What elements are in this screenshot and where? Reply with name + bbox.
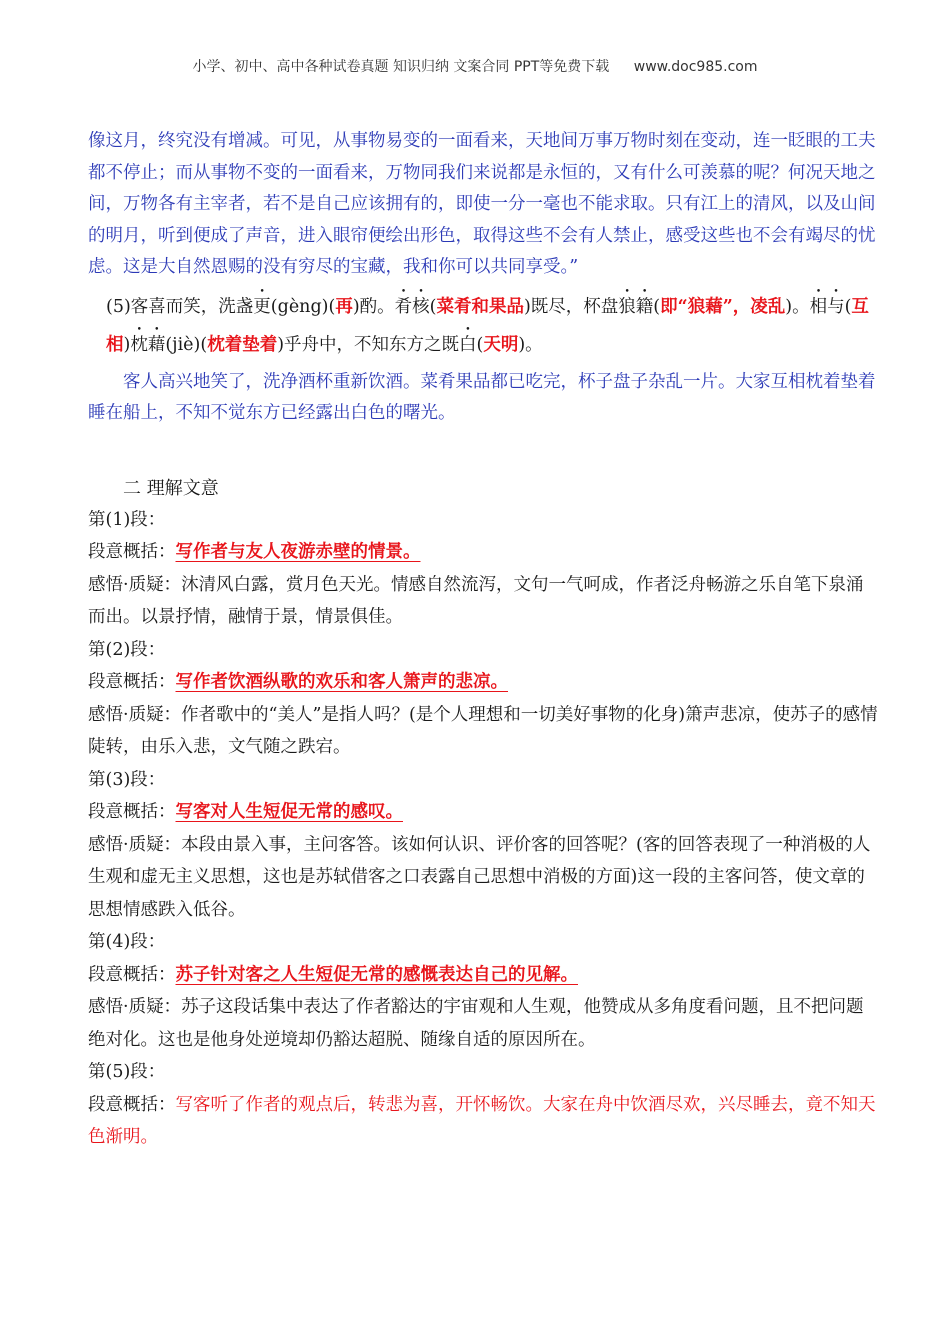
para-summary-row xyxy=(88,666,878,699)
p5-text: ( xyxy=(429,296,437,317)
p5-text: (gèng)( xyxy=(270,296,336,317)
p5-word-yaohe: 肴核 xyxy=(394,296,430,317)
summary-label: 段意概括： xyxy=(88,1094,176,1115)
p5-text: )。 xyxy=(518,334,543,355)
reflection-label: 感悟·质疑： xyxy=(88,704,182,725)
para-summary: 写作者与友人夜游赤壁的情景。 xyxy=(175,542,421,562)
p5-gloss-xiangyu: 互相 xyxy=(106,296,869,355)
para-summary: 写作者饮酒纵歌的欢乐和客人箫声的悲凉。 xyxy=(175,672,508,692)
p5-word-langji: 狼籍 xyxy=(618,296,654,317)
p5-gloss-zhenji: 枕着垫着 xyxy=(207,334,278,355)
para-reflection-row xyxy=(88,829,878,927)
summary-label: 段意概括： xyxy=(88,542,176,562)
p5-gloss-bai: 天明 xyxy=(483,334,519,355)
section-title: 二 理解文意 xyxy=(123,477,219,499)
p5-text: )乎舟中，不知东方之既 xyxy=(277,334,460,355)
para-reflection: 苏子这段话集中表达了作者豁达的宇宙观和人生观，他赞成从多角度看问题，且不把问题绝对化。这也是他身处逆境却仍豁达超脱、随缘自适的原因所在。 xyxy=(88,997,864,1050)
para-heading: 第(2)段： xyxy=(88,639,166,660)
summary-label: 段意概括： xyxy=(88,802,176,822)
p5-word-xiangyu: 相与 xyxy=(809,296,845,317)
para-reflection: 作者歌中的“美人”是指人吗？(是个人理想和一切美好事物的化身)箫声悲凉，使苏子的感情陡转，由乐入悲，文气随之跌宕。 xyxy=(88,704,878,757)
reflection-label: 感悟·质疑： xyxy=(88,997,182,1017)
p5-word-zhenji: 枕藉 xyxy=(130,334,166,355)
p5-original-text xyxy=(88,287,878,363)
para-summary: 写客听了作者的观点后，转悲为喜，开怀畅饮。大家在舟中饮酒尽欢，兴尽睡去，竟不知天色渐明。 xyxy=(88,1094,876,1147)
para-summary: 写客对人生短促无常的感叹。 xyxy=(175,802,403,822)
p5-text: ( xyxy=(476,334,484,355)
document-body xyxy=(88,126,878,1154)
para-heading: 第(1)段： xyxy=(88,509,166,530)
para-reflection-row xyxy=(88,991,878,1056)
reflection-label: 感悟·质疑： xyxy=(88,834,182,855)
p5-gloss-geng: 再 xyxy=(335,296,353,317)
summary-label: 段意概括： xyxy=(88,672,176,692)
para-heading: 第(5)段： xyxy=(88,1062,166,1082)
para-reflection-row xyxy=(88,699,878,764)
para-summary-row xyxy=(88,536,878,569)
para-reflection-row xyxy=(88,569,878,634)
p5-text: (5)客喜而笑，洗盏 xyxy=(106,296,254,317)
p5-gloss-langji: 即“狼藉”，凌乱 xyxy=(660,296,786,317)
p5-translation: 客人高兴地笑了，洗净酒杯重新饮酒。菜肴果品都已吃完，杯子盘子杂乱一片。大家互相枕着垫着睡在船上，不知不觉东方已经露出白色的曙光。 xyxy=(88,371,876,423)
para-reflection: 沐清风白露，赏月色天光。情感自然流泻，文句一气呵成，作者泛舟畅游之乐自笔下泉涌而出。以景抒情，融情于景，情景俱佳。 xyxy=(88,574,864,627)
p5-text: (jiè)( xyxy=(165,334,208,355)
p4-translation-tail: 像这月，终究没有增减。可见，从事物易变的一面看来，天地间万事万物时刻在变动，连一眨眼的工夫都不停止；而从事物不变的一面看来，万物同我们来说都是永恒的，又有什么可羡慕的呢？何况天地之间，万物各有主宰者，若不是自己应该拥有的，即使一分一毫也不能求取。只有江上的清风，以及山间的明月，听到便成了声音，进入眼帘便绘出形色，取得这些不会有人禁止，感受这些也不会有竭尽的忧虑。这是大自然恩赐的没有穷尽的宝藏，我和你可以共同享受。” xyxy=(88,131,876,277)
header-text: 小学、初中、高中各种试卷真题 知识归纳 文案合同 PPT等免费下载 xyxy=(192,59,610,75)
para-summary: 苏子针对客之人生短促无常的感慨表达自己的见解。 xyxy=(175,964,578,985)
para-summary-row xyxy=(88,796,878,829)
reflection-label: 感悟·质疑： xyxy=(88,574,182,595)
p5-text: ( xyxy=(653,296,661,317)
p5-text: ) xyxy=(123,334,131,355)
p5-word-geng: 更 xyxy=(253,296,271,317)
summary-label: 段意概括： xyxy=(88,964,176,985)
p5-text: ( xyxy=(844,296,852,317)
p5-text: )酌。 xyxy=(352,296,395,317)
para-heading: 第(4)段： xyxy=(88,932,166,952)
p5-text: )既尽，杯盘 xyxy=(523,296,619,317)
p5-word-bai: 白 xyxy=(459,334,477,355)
page-header xyxy=(0,56,950,76)
p5-gloss-yaohe: 菜肴和果品 xyxy=(436,296,524,317)
header-url[interactable]: www.doc985.com xyxy=(633,59,758,75)
para-summary-row xyxy=(88,959,878,992)
para-heading: 第(3)段： xyxy=(88,769,166,790)
para-summary-row xyxy=(88,1089,878,1154)
p5-text: )。 xyxy=(785,296,810,317)
para-reflection: 本段由景入事，主问客答。该如何认识、评价客的回答呢？(客的回答表现了一种消极的人生观和虚无主义思想，这也是苏轼借客之口表露自己思想中消极的方面)这一段的主客问答，使文章的思想情感跌入低谷。 xyxy=(88,834,871,920)
